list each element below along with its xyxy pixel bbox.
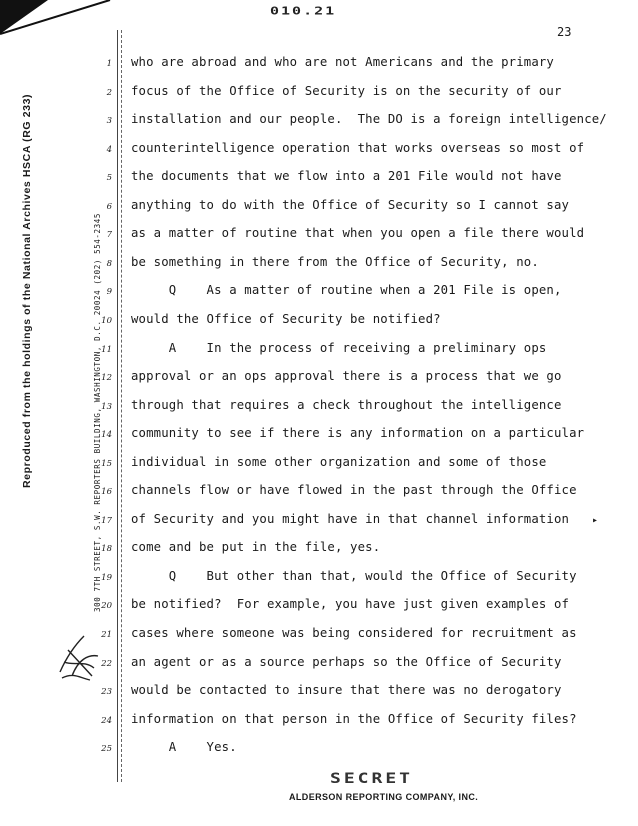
line-number: 25 xyxy=(101,744,112,755)
transcript-line: approval or an ops approval there is a process that we go xyxy=(131,369,562,384)
transcript-line: who are abroad and who are not Americans and the primary xyxy=(131,55,554,69)
transcript-line: cases where someone was being considered for recruitment as xyxy=(131,626,577,640)
page-number: 23 xyxy=(557,25,572,39)
line-number: 8 xyxy=(106,258,112,269)
transcript-line: A Yes. xyxy=(131,740,237,755)
line-number: 22 xyxy=(101,658,112,669)
line-number: 7 xyxy=(106,230,112,241)
line-number: 6 xyxy=(106,201,112,212)
line-number: 20 xyxy=(101,601,112,612)
transcript-line: A In the process of receiving a preliminary ops xyxy=(131,340,547,355)
line-number: 9 xyxy=(106,287,112,298)
classification-stamp: SECRET xyxy=(330,770,414,787)
transcript-line: focus of the Office of Security is on the security of our xyxy=(131,83,562,98)
line-number: 4 xyxy=(106,144,112,155)
line-number: 13 xyxy=(101,401,112,412)
line-number: 19 xyxy=(101,572,112,583)
margin-rule-dashed xyxy=(121,30,122,782)
line-number: 18 xyxy=(101,544,112,555)
transcript-line: be something in there from the Office of Security, no. xyxy=(131,254,539,269)
transcript-line: installation and our people. The DO is a foreign intelligence/ xyxy=(131,112,607,127)
line-number: 14 xyxy=(101,430,112,441)
transcript-line: be notified? For example, you have just given examples of xyxy=(131,597,570,612)
transcript-line: the documents that we flow into a 201 File would not have xyxy=(131,169,562,184)
transcript-line: counterintelligence operation that works overseas so most of xyxy=(131,140,585,155)
transcript-line: Q As a matter of routine when a 201 File is open, xyxy=(131,283,562,298)
line-number: 15 xyxy=(101,458,112,469)
line-number: 1 xyxy=(106,59,112,69)
transcript-line: channels flow or have flowed in the past through the Office xyxy=(131,483,577,498)
transcript-line: an agent or as a source perhaps so the Office of Security xyxy=(131,654,562,669)
transcript-line: individual in some other organization and some of those xyxy=(131,454,547,469)
line-number: 24 xyxy=(101,715,112,726)
line-number: 12 xyxy=(101,373,112,384)
line-number: 10 xyxy=(101,315,112,326)
line-number: 17 xyxy=(101,515,112,526)
line-number: 3 xyxy=(106,116,112,127)
archive-reproduction-note: Reproduced from the holdings of the National Archives HSCA (RG 233) xyxy=(21,93,33,488)
margin-rule xyxy=(117,30,118,782)
transcript-line: anything to do with the Office of Security so I cannot say xyxy=(131,197,570,212)
transcript-line: through that requires a check throughout the intelligence xyxy=(131,397,562,412)
transcript-line: come and be put in the file, yes. xyxy=(131,540,381,555)
line-number: 5 xyxy=(106,173,112,184)
transcript-line: Q But other than that, would the Office of Security xyxy=(131,568,577,583)
transcript-line: community to see if there is any information on a particular xyxy=(131,426,585,441)
reporting-company-footer: ALDERSON REPORTING COMPANY, INC. xyxy=(289,792,479,802)
transcript-line: would be contacted to insure that there was no derogatory xyxy=(131,683,562,698)
line-number: 21 xyxy=(101,630,112,640)
transcript-line: of Security and you might have in that channel information xyxy=(131,511,570,526)
transcript-line: would the Office of Security be notified? xyxy=(131,311,441,326)
margin-mark: ▸ xyxy=(592,515,599,526)
line-number: 11 xyxy=(101,344,112,355)
transcript-line: as a matter of routine that when you open a file there would xyxy=(131,226,585,241)
corner-mark xyxy=(0,0,120,60)
line-number: 23 xyxy=(101,687,112,698)
transcript-line: information on that person in the Office of Security files? xyxy=(131,711,577,726)
top-stamp: 010.21 xyxy=(270,4,337,18)
corner-triangle-icon xyxy=(0,0,120,60)
reporter-address: 300 7TH STREET, S.W. REPORTERS BUILDING, WASHINGTON, D.C. 20024 (202) 554-2345 xyxy=(93,213,102,612)
handwritten-signature xyxy=(54,632,104,686)
line-number: 2 xyxy=(106,87,112,98)
line-number: 16 xyxy=(101,487,112,498)
